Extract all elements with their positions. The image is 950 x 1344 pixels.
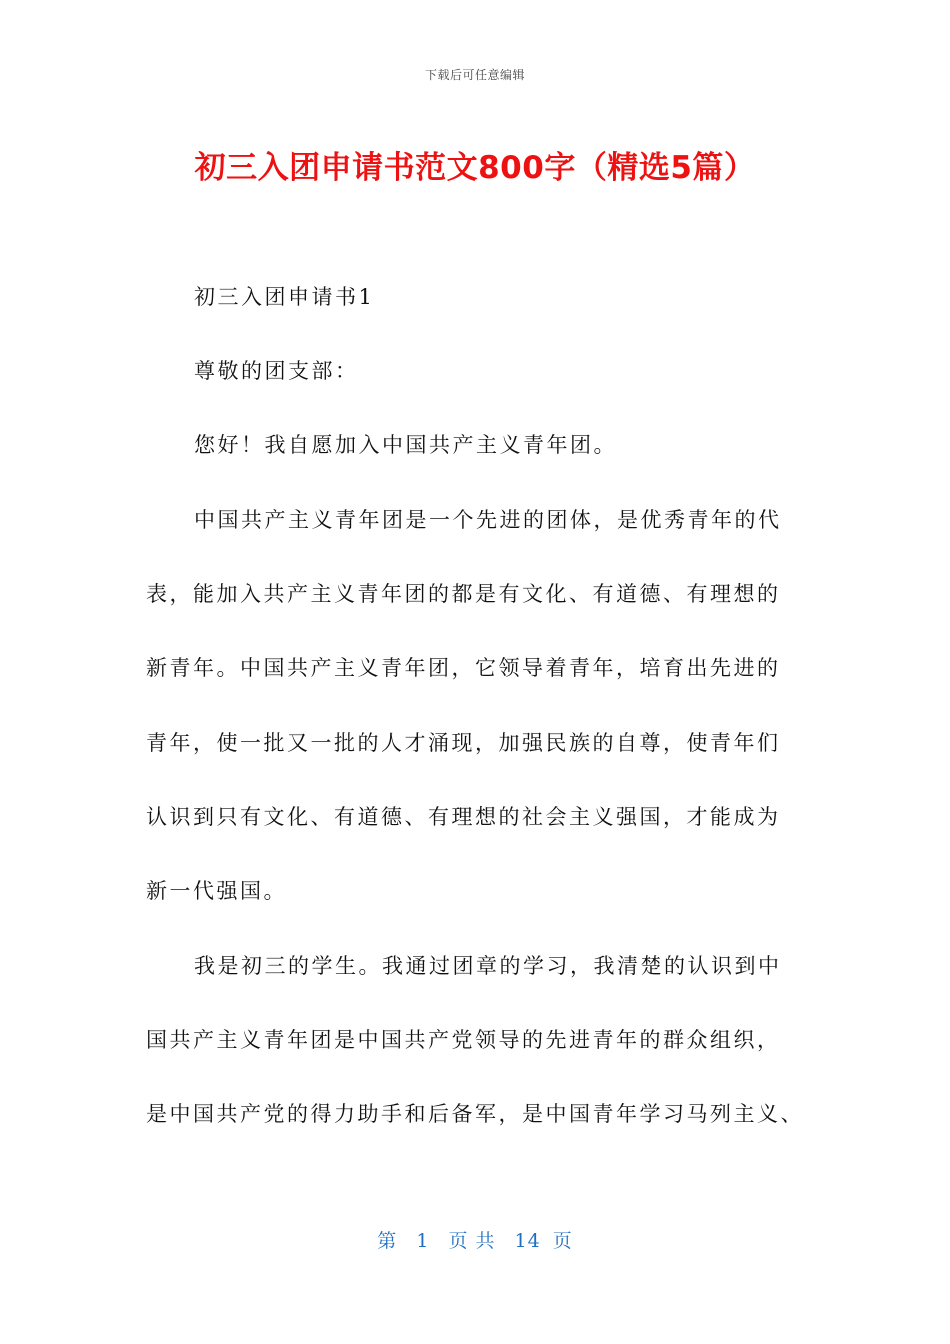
paragraph-line: 青年，使一批又一批的人才涌现，加强民族的自尊，使青年们	[146, 731, 781, 755]
page-total: 14	[514, 1230, 541, 1252]
document-title: 初三入团申请书范文800字（精选5篇）	[194, 150, 756, 186]
paragraph-line: 新一代强国。	[146, 879, 287, 903]
footer-middle: 页 共	[448, 1230, 496, 1252]
paragraph-line: 新青年。中国共产主义青年团，它领导着青年，培育出先进的	[146, 656, 781, 680]
paragraph-line: 是中国共产党的得力助手和后备军，是中国青年学习马列主义、	[146, 1102, 804, 1126]
footer-suffix: 页	[552, 1230, 573, 1252]
paragraph-line: 我是初三的学生。我通过团章的学习，我清楚的认识到中	[194, 954, 782, 978]
paragraph-line: 中国共产主义青年团是一个先进的团体，是优秀青年的代	[194, 508, 782, 532]
paragraph-line: 认识到只有文化、有道德、有理想的社会主义强国，才能成为	[146, 805, 781, 829]
section-heading: 初三入团申请书1	[194, 285, 375, 309]
footer-prefix: 第	[377, 1230, 398, 1252]
page-number: 1	[416, 1230, 430, 1252]
paragraph-line: 国共产主义青年团是中国共产党领导的先进青年的群众组织，	[146, 1028, 781, 1052]
salutation: 尊敬的团支部：	[194, 359, 359, 383]
header-note: 下载后可任意编辑	[424, 68, 525, 82]
greeting-line: 您好！我自愿加入中国共产主义青年团。	[194, 433, 617, 457]
page-footer	[0, 1226, 950, 1253]
paragraph-line: 表，能加入共产主义青年团的都是有文化、有道德、有理想的	[146, 582, 781, 606]
